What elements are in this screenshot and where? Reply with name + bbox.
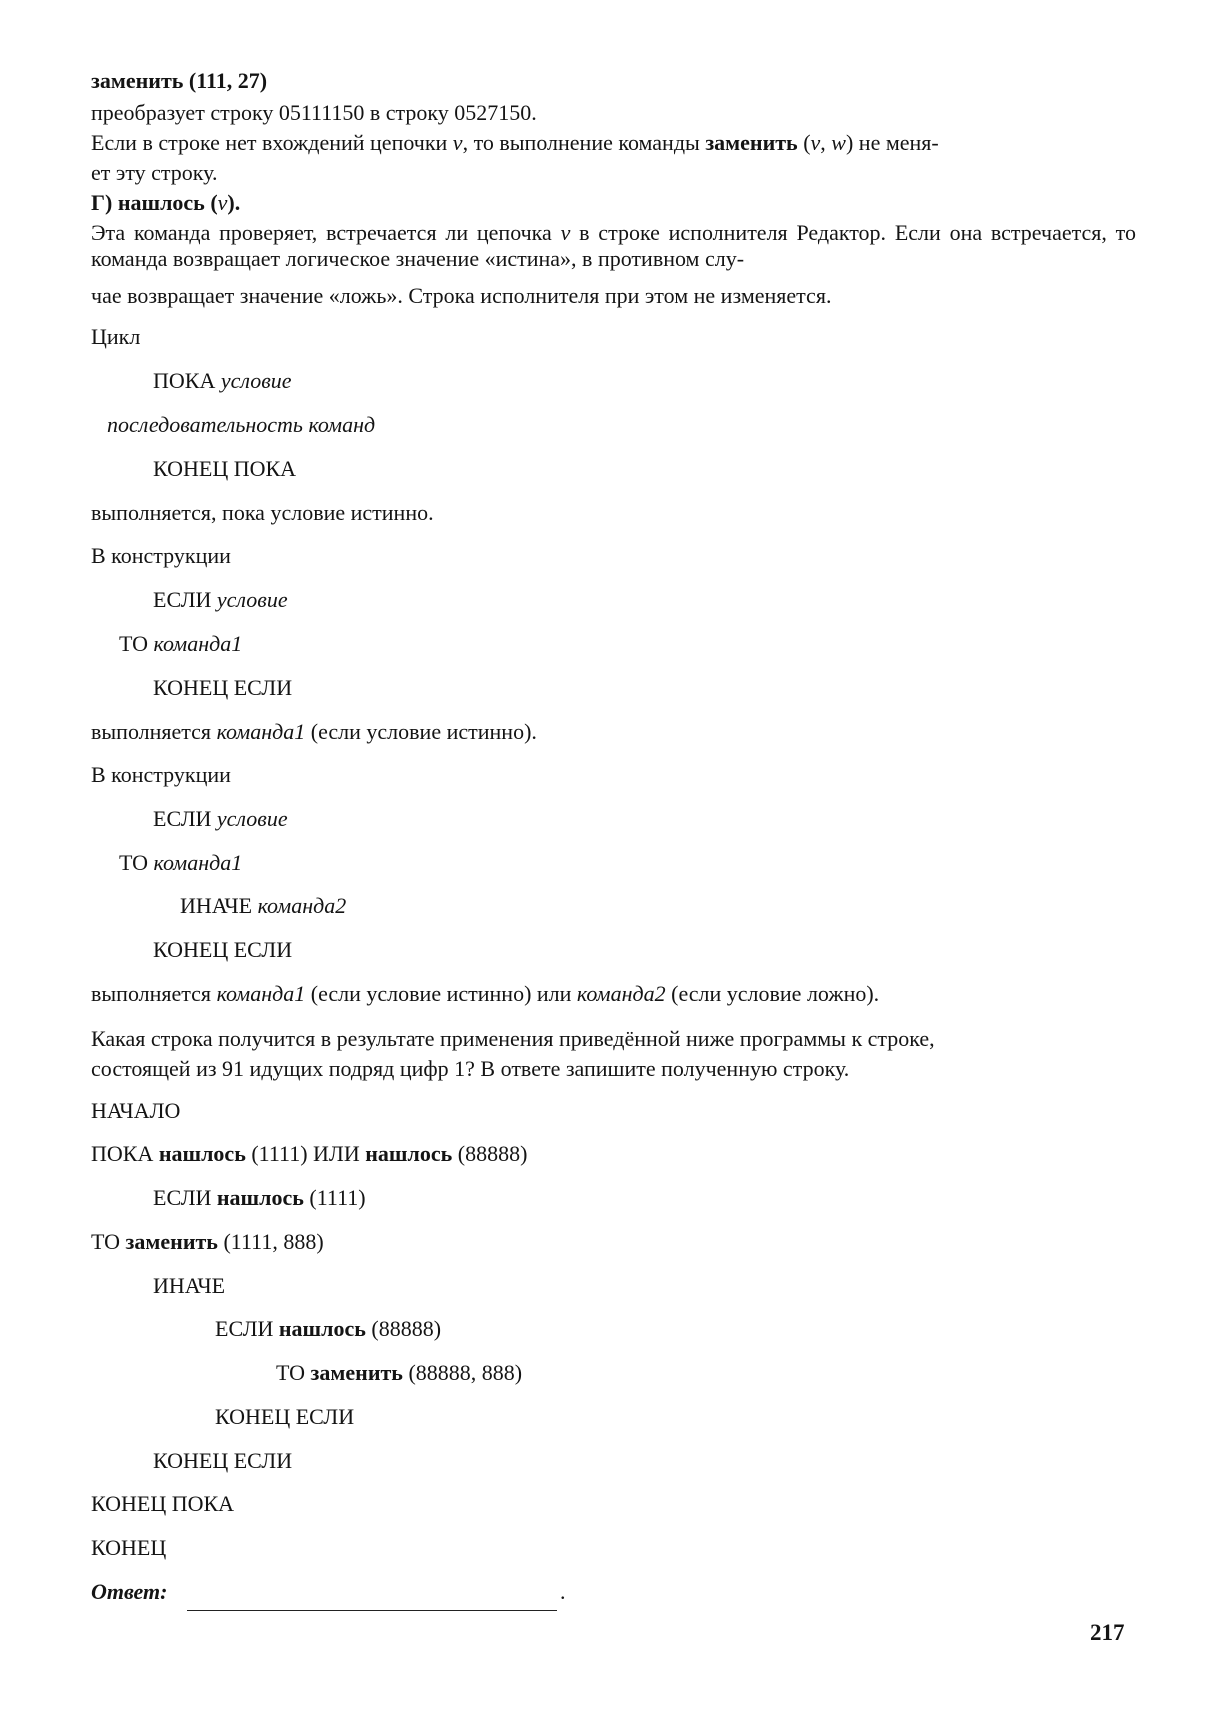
loop-body: последовательность команд xyxy=(107,412,376,437)
line-transform: преобразует строку 05111150 в строку 0527150. xyxy=(91,100,537,125)
keyword: ЕСЛИ xyxy=(153,1185,217,1210)
heading-found xyxy=(91,190,240,216)
condition: условие xyxy=(216,806,288,831)
if2-description xyxy=(91,981,879,1007)
cmd-name: нашлось xyxy=(365,1141,453,1166)
keyword: ЕСЛИ xyxy=(153,806,212,831)
text: ). xyxy=(227,190,241,215)
program-inner-then xyxy=(276,1360,522,1386)
keyword: ИНАЧЕ xyxy=(180,893,253,918)
text: (88888, 888) xyxy=(402,1360,523,1385)
program-while xyxy=(91,1141,527,1167)
command: команда1 xyxy=(216,719,306,744)
cmd-args: (111, 27) xyxy=(183,68,268,93)
text: (1111) xyxy=(303,1185,366,1210)
if1-intro: В конструкции xyxy=(91,543,231,568)
program-if xyxy=(153,1185,366,1211)
paragraph-found-end: чае возвращает значение «ложь». Строка исполнителя при этом не изменяется. xyxy=(91,283,832,308)
command: команда1 xyxy=(216,981,306,1006)
loop-description: выполняется, пока условие истинно. xyxy=(91,500,434,525)
text: выполняется xyxy=(91,981,217,1006)
var-v: v xyxy=(452,130,463,155)
program-else: ИНАЧЕ xyxy=(153,1273,226,1298)
var-v: v xyxy=(217,190,228,215)
if2-intro: В конструкции xyxy=(91,762,231,787)
text: ( xyxy=(204,190,218,215)
loop-title: Цикл xyxy=(91,324,141,349)
condition: условие xyxy=(216,587,288,612)
question-line-1: Какая строка получится в результате применения приведённой ниже программы к строке, xyxy=(91,1026,935,1051)
loop-end: КОНЕЦ ПОКА xyxy=(153,456,297,481)
cmd-name: нашлось xyxy=(216,1185,304,1210)
answer-dot: . xyxy=(560,1579,566,1604)
text: (1111, 888) xyxy=(217,1229,324,1254)
if2-else-line xyxy=(180,893,346,919)
command: команда2 xyxy=(257,893,347,918)
text: ) не меня- xyxy=(845,130,939,155)
command: команда1 xyxy=(153,631,243,656)
command: команда2 xyxy=(576,981,666,1006)
question-line-2: состоящей из 91 идущих подряд цифр 1? В ответе запишите полученную строку. xyxy=(91,1056,850,1081)
text: выполняется xyxy=(91,719,217,744)
text: , xyxy=(820,130,832,155)
text: (88888) xyxy=(452,1141,528,1166)
cmd-name: заменить xyxy=(91,68,184,93)
program-outer-end-if: КОНЕЦ ЕСЛИ xyxy=(153,1448,293,1473)
keyword: ТО xyxy=(276,1360,311,1385)
paragraph-found-description xyxy=(91,220,1136,272)
if1-description xyxy=(91,719,537,745)
cmd-name: заменить xyxy=(310,1360,403,1385)
cmd-name: заменить xyxy=(705,130,798,155)
keyword: ТО xyxy=(119,631,149,656)
text: , то выполнение команды xyxy=(462,130,706,155)
keyword: ЕСЛИ xyxy=(153,587,212,612)
answer-label: Ответ: xyxy=(91,1579,168,1604)
cmd-name: нашлось xyxy=(278,1316,366,1341)
text: (1111) ИЛИ xyxy=(245,1141,366,1166)
text: (если условие истинно). xyxy=(305,719,537,744)
keyword: ПОКА xyxy=(153,368,216,393)
cmd-name: заменить xyxy=(125,1229,218,1254)
if1-then-line xyxy=(119,631,242,657)
text: Эта команда проверяет, встречается ли цепочка xyxy=(91,220,561,245)
program-inner-if xyxy=(215,1316,441,1342)
if2-then-line xyxy=(119,850,242,876)
keyword: ПОКА xyxy=(91,1141,159,1166)
line-continuation: ет эту строку. xyxy=(91,160,218,185)
text: ( xyxy=(797,130,811,155)
if2-end: КОНЕЦ ЕСЛИ xyxy=(153,937,293,962)
text: в строке исполнителя Редактор. Если она встречается, то команда возвращает логическое значение «истина», в противном слу- xyxy=(91,220,1136,271)
loop-while-line xyxy=(153,368,292,394)
program-end-while: КОНЕЦ ПОКА xyxy=(91,1491,235,1516)
text: (если условие истинно) или xyxy=(305,981,577,1006)
if1-if-line xyxy=(153,587,288,613)
keyword: ТО xyxy=(119,850,149,875)
program-end: КОНЕЦ xyxy=(91,1535,167,1560)
if1-end: КОНЕЦ ЕСЛИ xyxy=(153,675,293,700)
answer-blank[interactable] xyxy=(187,1610,557,1611)
var-v: v xyxy=(560,220,571,245)
page-number: 217 xyxy=(1090,1620,1125,1645)
var-w: w xyxy=(831,130,846,155)
keyword: ТО xyxy=(91,1229,126,1254)
item-label: Г) xyxy=(91,190,118,215)
condition: условие xyxy=(220,368,292,393)
if2-if-line xyxy=(153,806,288,832)
line-replace-example xyxy=(91,68,267,94)
command: команда1 xyxy=(153,850,243,875)
program-then xyxy=(91,1229,324,1255)
cmd-name: нашлось xyxy=(158,1141,246,1166)
text: Если в строке нет вхождений цепочки xyxy=(91,130,453,155)
keyword: ЕСЛИ xyxy=(215,1316,279,1341)
program-start: НАЧАЛО xyxy=(91,1098,181,1123)
text: (88888) xyxy=(365,1316,442,1341)
var-v: v xyxy=(810,130,821,155)
program-inner-end-if: КОНЕЦ ЕСЛИ xyxy=(215,1404,355,1429)
text: (если условие ложно). xyxy=(665,981,880,1006)
cmd-name: нашлось xyxy=(117,190,205,215)
line-no-occurrence xyxy=(91,130,939,156)
